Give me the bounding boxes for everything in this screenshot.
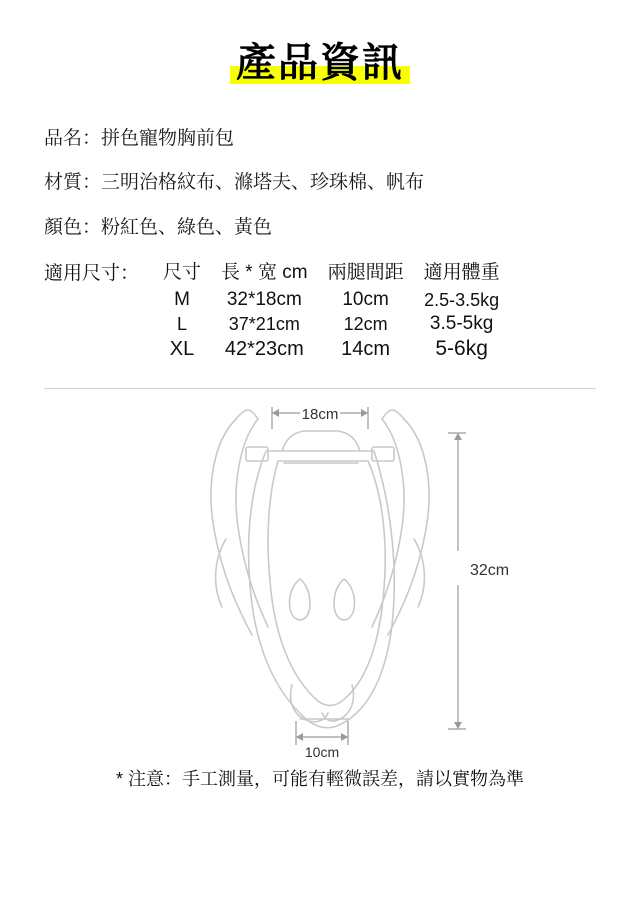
- cell-dimensions: 37*21cm: [228, 313, 300, 334]
- size-section: [0, 257, 640, 362]
- cell-weight: 2.5-3.5kg: [424, 289, 500, 310]
- spec-row-color: [44, 213, 610, 243]
- spec-label-material: 材質：: [44, 172, 102, 194]
- size-col-weight: 適用體重: [423, 262, 500, 284]
- cell-size: M: [174, 289, 190, 311]
- table-row: [153, 336, 510, 362]
- cell-leg-gap: 12cm: [343, 313, 388, 334]
- cell-leg-gap: 10cm: [342, 289, 389, 311]
- cell-leg-gap: 14cm: [341, 337, 391, 360]
- table-row: [153, 312, 510, 336]
- size-section-caption: 適用尺寸：: [44, 263, 140, 285]
- size-table: [153, 257, 510, 362]
- spec-value-name: 拼色寵物胸前包: [101, 128, 235, 149]
- spec-list: [0, 124, 640, 243]
- cell-dimensions: 42*23cm: [224, 337, 304, 360]
- cell-size: XL: [169, 337, 195, 360]
- spec-label-color: 顏色：: [44, 216, 102, 238]
- cell-weight: 3.5-5kg: [429, 313, 494, 335]
- cell-dimensions: 32*18cm: [226, 289, 302, 311]
- diagram-label-bottom: 10cm: [304, 744, 340, 760]
- spec-label-name: 品名：: [44, 128, 102, 149]
- spec-row-material: [44, 168, 610, 198]
- size-table-header-row: [153, 257, 510, 288]
- cell-weight: 5-6kg: [435, 337, 488, 361]
- product-diagram: [0, 389, 640, 759]
- diagram-label-top: 18cm: [301, 406, 339, 424]
- footnote: * 注意：手工測量，可能有輕微誤差，請以實物為準: [115, 769, 524, 790]
- size-col-size: 尺寸: [163, 262, 202, 284]
- table-row: [153, 288, 510, 312]
- spec-row-name: [44, 124, 610, 154]
- page-title-text: 產品資訊: [236, 41, 404, 85]
- spec-value-material: 三明治格紋布、滌塔夫、珍珠棉、帆布: [101, 172, 425, 194]
- cell-size: L: [177, 313, 188, 334]
- page-title: [230, 40, 410, 86]
- page-title-container: [0, 0, 640, 86]
- size-col-leg-gap: 兩腿間距: [327, 262, 404, 284]
- spec-value-color: 粉紅色、綠色、黃色: [101, 216, 273, 238]
- diagram-label-right: 32cm: [470, 562, 510, 580]
- size-col-dimensions: 長 * 宽 cm: [221, 262, 308, 284]
